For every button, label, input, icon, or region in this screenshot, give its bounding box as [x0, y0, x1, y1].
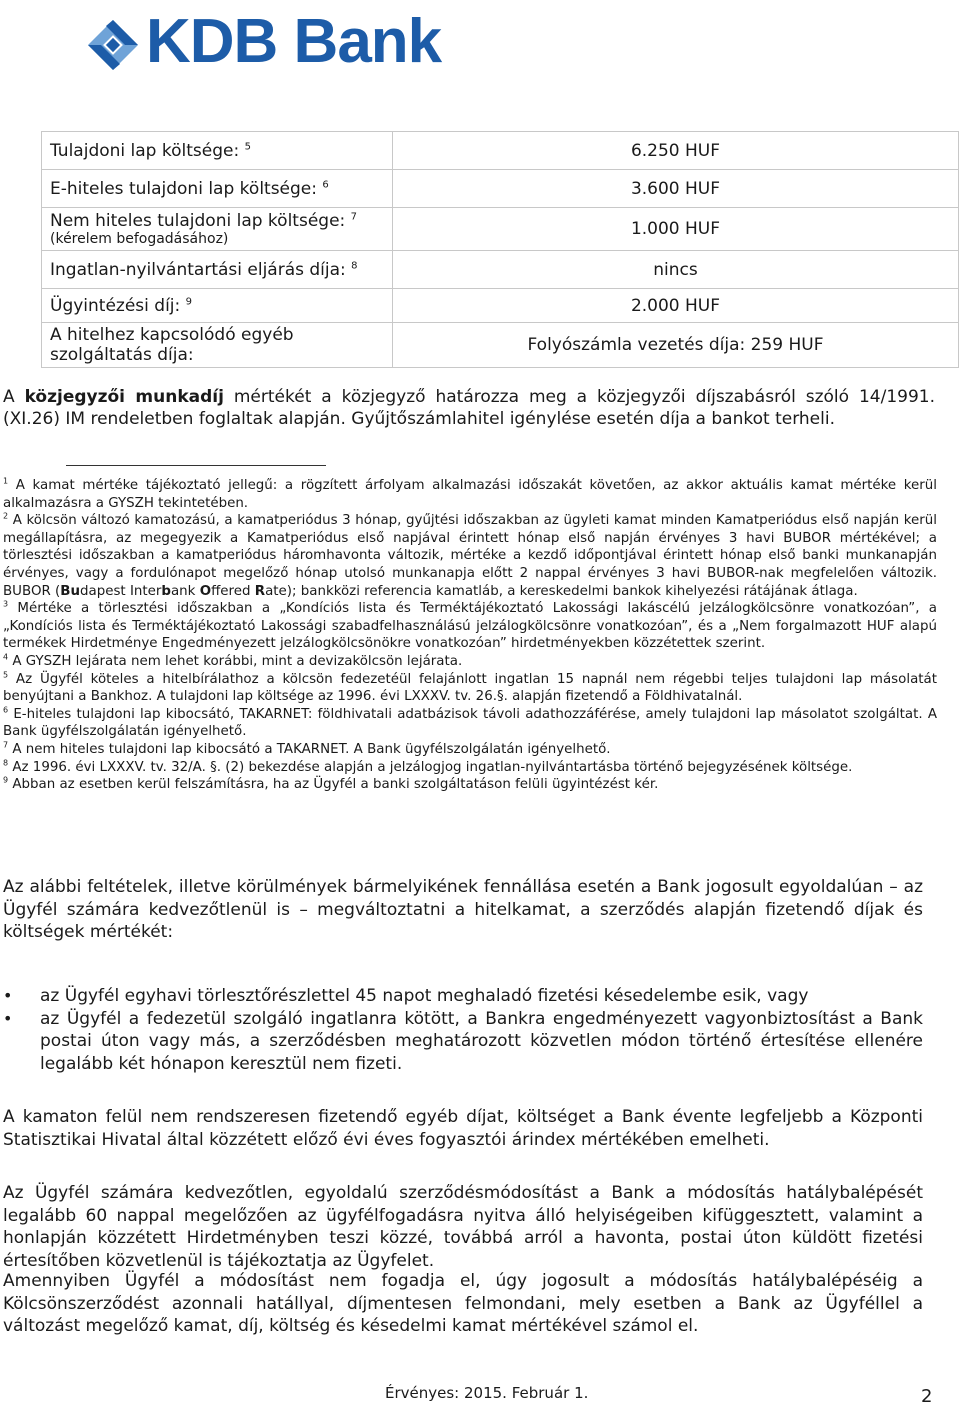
footnote-ref: 5	[244, 140, 251, 152]
footnote-9: $^9$ Abban az esetben kerül felszámításra, ha az Ügyfél a banki szolgáltatáson felüli ügyintézést kér.	[3, 775, 659, 793]
table-row	[42, 132, 959, 170]
termination-paragraph: Amennyiben Ügyfél a módosítást nem fogadja el, úgy jogosult a módosítás hatálybalépéséig a Kölcsönszerződést azonnali hatállyal, díjmentesen felmondani, mely esetben a Bank az Ügyféllel a változást megelőző kamat, díj, költség és késedelmi kamat mértékével számol el.	[3, 1271, 923, 1336]
footnote-7: $^7$ A nem hiteles tulajdoni lap kibocsátó a TAKARNET. A Bank ügyfélszolgálatán igényelhető.	[3, 740, 611, 757]
footnote-ref: 7	[350, 211, 358, 223]
fee-label: Ügyintézési díj: $^9$	[42, 289, 393, 323]
modification-paragraph: Az Ügyfél számára kedvezőtlen, egyoldalú szerződésmódosítást a Bank a módosítás hatálybalépését legalább 60 nappal megelőzően az ügyfélfogadásra nyitva álló helyiségeiben kifüggesztett, valamint a honlapján közzétett Hirdetményben teszi közzé, továbbá arról a havonta, postai úton küldött fizetési értesítőben közvetlenül is tájékoztatja az Ügyfelet.	[3, 1183, 923, 1271]
footnote-divider	[66, 465, 326, 466]
kdb-diamond-icon	[86, 18, 140, 72]
table-row	[42, 251, 959, 289]
fee-label: A hitelhez kapcsolódó egyéb szolgáltatás díja:	[42, 323, 393, 368]
table-row	[42, 208, 959, 251]
logo-wordmark: KDB Bank	[146, 7, 442, 76]
fee-increase-paragraph: A kamaton felül nem rendszeresen fizetendő egyéb díjat, költséget a Bank évente legfeljebb a Központi Statisztikai Hivatal által közzétett előző évi éves fogyasztói árindex mértékében emelheti.	[3, 1107, 923, 1150]
list-item: • az Ügyfél a fedezetül szolgáló ingatlanra kötött, a Bankra engedményezett vagyonbiztosítást a Bank postai úton vagy más, a szerződésben meghatározott közvetlen módon történő értesítése ellenére legalább két hónapon keresztül nem fizeti.	[3, 1008, 923, 1076]
footnotes	[3, 477, 937, 794]
footnote-8: $^8$ Az 1996. évi LXXXV. tv. 32/A. §. (2) bekezdése alapján a jelzálogjog ingatlan-nyilvántartásba történő bejegyzésének költsége.	[3, 758, 853, 775]
fee-value: 6.250 HUF	[393, 132, 959, 170]
footnote-1: $^1$ A kamat mértéke tájékoztató jellegű: a rögzített árfolyam alkalmazási időszakát követően, az akkor aktuális kamat mértéke kerül alkalmazásra a GYSZH tekintetében.	[3, 476, 937, 511]
footnote-ref: 6	[322, 178, 329, 190]
fee-value: Folyószámla vezetés díja: 259 HUF	[393, 323, 959, 368]
fee-sublabel: (kérelem befogadásához)	[50, 231, 229, 247]
table-row	[42, 323, 959, 368]
fee-label: Tulajdoni lap költsége: $^5$	[42, 132, 393, 170]
footnote-4: $^4$ A GYSZH lejárata nem lehet korábbi, mint a devizakölcsön lejárata.	[3, 652, 463, 669]
footnote-2: $^2$ A kölcsön változó kamatozású, a kamatperiódus 3 hónap, gyűjtési időszakban az ügyleti kamat minden Kamatperiódus első napján kerül megállapításra, az megegyezik a Kamatperiódus első napjával érintett hónap első napján érvényes 3 havi BUBOR mértékével; a törlesztési időszakban a kamatperiódus háromhavonta változik, mértéke a kezdő időpontjával érintett hónap első banki munkanapján érvényes, vagy a fordulónapot megelőző hónap utolsó munkanapja előtt 2 nappal érvényes 3 havi BUBOR-nak megfelelően változik. BUBOR (Budapest Interbank Offered Rate); bankközi referencia kamatláb, a kereskedelmi bankok kihelyezési rátájának átlaga.	[3, 511, 937, 599]
fee-label: E-hiteles tulajdoni lap költsége: $^6$	[42, 170, 393, 208]
table-row	[42, 289, 959, 323]
table-row	[42, 170, 959, 208]
fee-value: 2.000 HUF	[393, 289, 959, 323]
footnote-6: $^6$ E-hiteles tulajdoni lap kibocsátó, TAKARNET: földhivatali adatbázisok távoli adathozzáférése, amely tulajdoni lap másolatot szolgáltat. A Bank ügyfélszolgálatán igényelhető.	[3, 705, 937, 740]
footnote-ref: 8	[351, 259, 358, 271]
fee-label: Ingatlan-nyilvántartási eljárás díja: $^8$	[42, 251, 393, 289]
notary-fee-term: közjegyzői munkadíj	[24, 387, 224, 407]
fee-label: Nem hiteles tulajdoni lap költsége: $^7$ (kérelem befogadásához)	[42, 208, 393, 251]
kdb-bank-logo	[86, 7, 466, 76]
conditions-intro: Az alábbi feltételek, illetve körülmények bármelyikének fennállása esetén a Bank jogosult egyoldalúan – az Ügyfél számára kedvezőtlenül is – megváltoztatni a hitelkamat, a szerződés alapján fizetendő díjak és költségek mértékét:	[3, 877, 923, 942]
fee-value: 1.000 HUF	[393, 208, 959, 251]
list-item: • az Ügyfél egyhavi törlesztőrészlettel 45 napot meghaladó fizetési késedelembe esik, vagy	[3, 985, 923, 1008]
footnote-ref: 9	[185, 295, 193, 307]
footnote-5: $^5$ Az Ügyfél köteles a hitelbírálathoz a kölcsön fedezetéül felajánlott ingatlan 15 napnál nem régebbi teljes tulajdoni lap másolatát benyújtani a Bankhoz. A tulajdoni lap költsége az 1996. évi LXXXV. tv. 26.§. alapján fizetendő a Földhivatalnál.	[3, 670, 937, 705]
fee-value: nincs	[393, 251, 959, 289]
validity-date: Érvényes: 2015. Február 1.	[385, 1384, 589, 1402]
footnote-3: $^3$ Mértéke a törlesztési időszakban a „Kondíciós lista és Terméktájékoztató Lakossági lakáscélú jelzálogkölcsönre vonatkozóan”, a „Kondíciós lista és Terméktájékoztató Lakossági szabadfelhasználású jelzálogkölcsönre vonatkozóan”, és a „Nem forgalmazott HUF alapú termékek Hirdetménye Engedményezett jelzálogkölcsönökre vonatkozóan” hirdetményekben közzétettek szerint.	[3, 599, 937, 652]
notary-fee-paragraph: A közjegyzői munkadíj mértékét a közjegyző határozza meg a közjegyzői díjszabásról szóló 14/1991. (XI.26) IM rendeletben foglaltak alapján. Gyűjtőszámlahitel igénylése esetén díja a bankot terheli.	[3, 387, 935, 429]
fee-value: 3.600 HUF	[393, 170, 959, 208]
conditions-list	[3, 985, 923, 1075]
fee-table	[41, 131, 959, 368]
page-number: 2	[921, 1386, 933, 1407]
